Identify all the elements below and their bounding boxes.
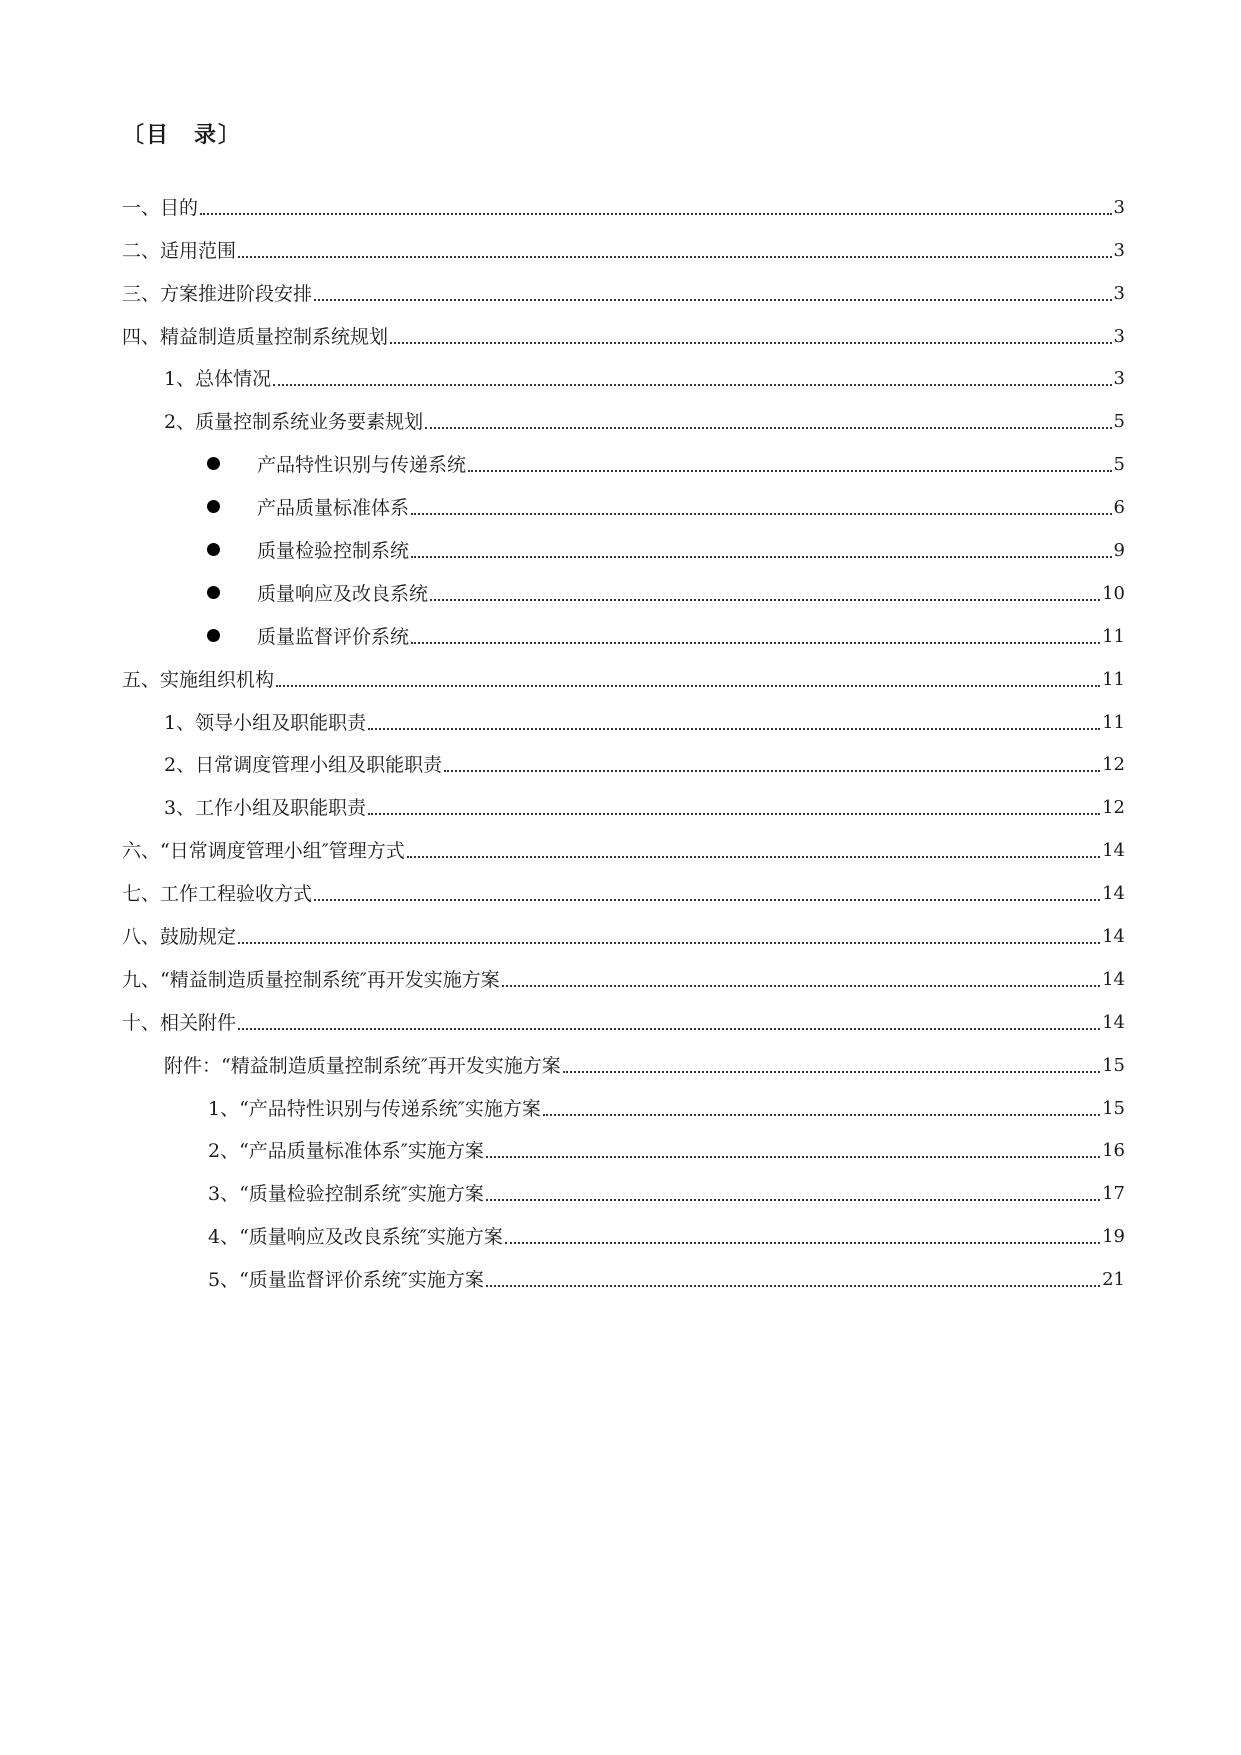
toc-entry[interactable]	[122, 907, 1125, 950]
toc-entry-label: 三、方案推进阶段安排	[122, 282, 313, 305]
toc-entry-label: 附件：“精益制造质量控制系统″再开发实施方案	[164, 1054, 561, 1077]
toc-entry[interactable]	[122, 950, 1125, 993]
toc-leader-dots	[486, 1156, 1100, 1158]
toc-entry-page: 16	[1102, 1140, 1125, 1162]
toc-leader-dots	[505, 1242, 1100, 1244]
toc-entry[interactable]	[122, 1250, 1125, 1293]
toc-entry-label: 1、领导小组及职能职责	[164, 711, 367, 734]
toc-entry[interactable]	[122, 821, 1125, 864]
toc-entry-page: 14	[1102, 883, 1125, 905]
toc-entry-label: 2、“产品质量标准体系″实施方案	[208, 1140, 484, 1163]
bullet-icon	[207, 457, 220, 470]
toc-entry-page: 5	[1113, 454, 1125, 476]
toc-entry-label: 四、精益制造质量控制系统规划	[122, 325, 389, 348]
toc-entry[interactable]	[122, 1207, 1125, 1250]
toc-entry-label: 3、“质量检验控制系统″实施方案	[208, 1183, 484, 1206]
toc-entry-label: 质量监督评价系统	[257, 625, 410, 648]
toc-entry-label: 一、目的	[122, 196, 199, 219]
toc-entry-page: 5	[1113, 411, 1125, 433]
toc-entry-label: 质量检验控制系统	[257, 540, 410, 563]
toc-entry[interactable]	[122, 478, 1125, 521]
toc-entry-page: 14	[1102, 926, 1125, 948]
toc-entry[interactable]	[122, 650, 1125, 693]
toc-list	[122, 178, 1125, 1293]
toc-entry[interactable]	[122, 221, 1125, 264]
toc-entry-page: 3	[1113, 368, 1125, 390]
toc-leader-dots	[411, 513, 1112, 515]
toc-entry[interactable]	[122, 392, 1125, 435]
toc-entry[interactable]	[122, 693, 1125, 736]
toc-entry[interactable]	[122, 993, 1125, 1036]
toc-leader-dots	[273, 384, 1111, 386]
toc-entry[interactable]	[122, 778, 1125, 821]
toc-entry[interactable]	[122, 1079, 1125, 1122]
toc-entry-label: 5、“质量监督评价系统″实施方案	[208, 1269, 484, 1292]
toc-leader-dots	[486, 1199, 1100, 1201]
toc-entry-page: 17	[1102, 1183, 1125, 1205]
toc-entry[interactable]	[122, 1164, 1125, 1207]
toc-leader-dots	[368, 728, 1100, 730]
toc-leader-dots	[543, 1114, 1100, 1116]
toc-leader-dots	[200, 213, 1112, 215]
toc-leader-dots	[486, 1285, 1100, 1287]
bullet-icon	[207, 500, 220, 513]
toc-entry-label: 八、鼓励规定	[122, 926, 237, 949]
toc-leader-dots	[314, 299, 1112, 301]
toc-entry-page: 3	[1113, 325, 1125, 347]
toc-entry-page: 19	[1102, 1226, 1125, 1248]
toc-entry-page: 3	[1113, 239, 1125, 261]
toc-entry[interactable]	[122, 435, 1125, 478]
toc-entry-label: 2、质量控制系统业务要素规划	[164, 411, 424, 434]
toc-entry-page: 11	[1102, 625, 1125, 647]
toc-leader-dots	[314, 899, 1100, 901]
toc-leader-dots	[238, 942, 1100, 944]
toc-entry-page: 6	[1113, 497, 1125, 519]
toc-entry-label: 3、工作小组及职能职责	[164, 797, 367, 820]
bullet-icon	[207, 586, 220, 599]
toc-entry-page: 15	[1102, 1054, 1125, 1076]
toc-entry-label: 十、相关附件	[122, 1011, 237, 1034]
toc-entry-label: 4、“质量响应及改良系统″实施方案	[208, 1226, 503, 1249]
toc-leader-dots	[238, 1028, 1100, 1030]
toc-leader-dots	[563, 1071, 1100, 1073]
toc-entry-label: 二、适用范围	[122, 239, 237, 262]
toc-entry-label: 2、日常调度管理小组及职能职责	[164, 754, 443, 777]
toc-leader-dots	[430, 599, 1100, 601]
toc-entry-page: 14	[1102, 968, 1125, 990]
toc-entry-page: 15	[1102, 1097, 1125, 1119]
toc-entry-label: 质量响应及改良系统	[257, 582, 429, 605]
toc-entry[interactable]	[122, 564, 1125, 607]
toc-entry-page: 14	[1102, 1011, 1125, 1033]
toc-entry[interactable]	[122, 736, 1125, 779]
toc-entry-label: 七、工作工程验收方式	[122, 883, 313, 906]
toc-entry-page: 3	[1113, 282, 1125, 304]
bullet-icon	[207, 543, 220, 556]
toc-leader-dots	[411, 556, 1112, 558]
toc-entry-page: 10	[1102, 582, 1125, 604]
toc-entry-page: 12	[1102, 754, 1125, 776]
toc-leader-dots	[411, 642, 1100, 644]
toc-leader-dots	[238, 256, 1112, 258]
toc-leader-dots	[276, 685, 1100, 687]
toc-entry-page: 21	[1102, 1269, 1125, 1291]
toc-entry-label: 五、实施组织机构	[122, 668, 275, 691]
toc-entry[interactable]	[122, 864, 1125, 907]
toc-entry[interactable]	[122, 607, 1125, 650]
toc-leader-dots	[425, 427, 1111, 429]
toc-leader-dots	[502, 985, 1100, 987]
bullet-icon	[207, 629, 220, 642]
toc-entry-label: 1、总体情况	[164, 368, 272, 391]
toc-entry-page: 14	[1102, 840, 1125, 862]
toc-leader-dots	[407, 856, 1100, 858]
toc-leader-dots	[444, 770, 1100, 772]
toc-entry[interactable]	[122, 521, 1125, 564]
toc-leader-dots	[368, 813, 1100, 815]
toc-entry-page: 9	[1113, 540, 1125, 562]
toc-entry[interactable]	[122, 350, 1125, 393]
toc-entry[interactable]	[122, 264, 1125, 307]
toc-entry-page: 12	[1102, 797, 1125, 819]
toc-entry[interactable]	[122, 307, 1125, 350]
toc-title: 〔目 录〕	[122, 122, 243, 148]
toc-entry-label: 六、“日常调度管理小组″管理方式	[122, 840, 405, 863]
toc-entry-page: 11	[1102, 668, 1125, 690]
toc-entry[interactable]	[122, 1036, 1125, 1079]
toc-leader-dots	[468, 470, 1112, 472]
toc-entry-label: 产品特性识别与传递系统	[257, 454, 467, 477]
toc-entry[interactable]	[122, 178, 1125, 221]
toc-entry[interactable]	[122, 1122, 1125, 1165]
toc-leader-dots	[390, 342, 1112, 344]
toc-entry-label: 产品质量标准体系	[257, 497, 410, 520]
toc-entry-label: 1、“产品特性识别与传递系统″实施方案	[208, 1097, 541, 1120]
toc-entry-label: 九、“精益制造质量控制系统″再开发实施方案	[122, 968, 500, 991]
toc-entry-page: 11	[1102, 711, 1125, 733]
toc-entry-page: 3	[1113, 196, 1125, 218]
